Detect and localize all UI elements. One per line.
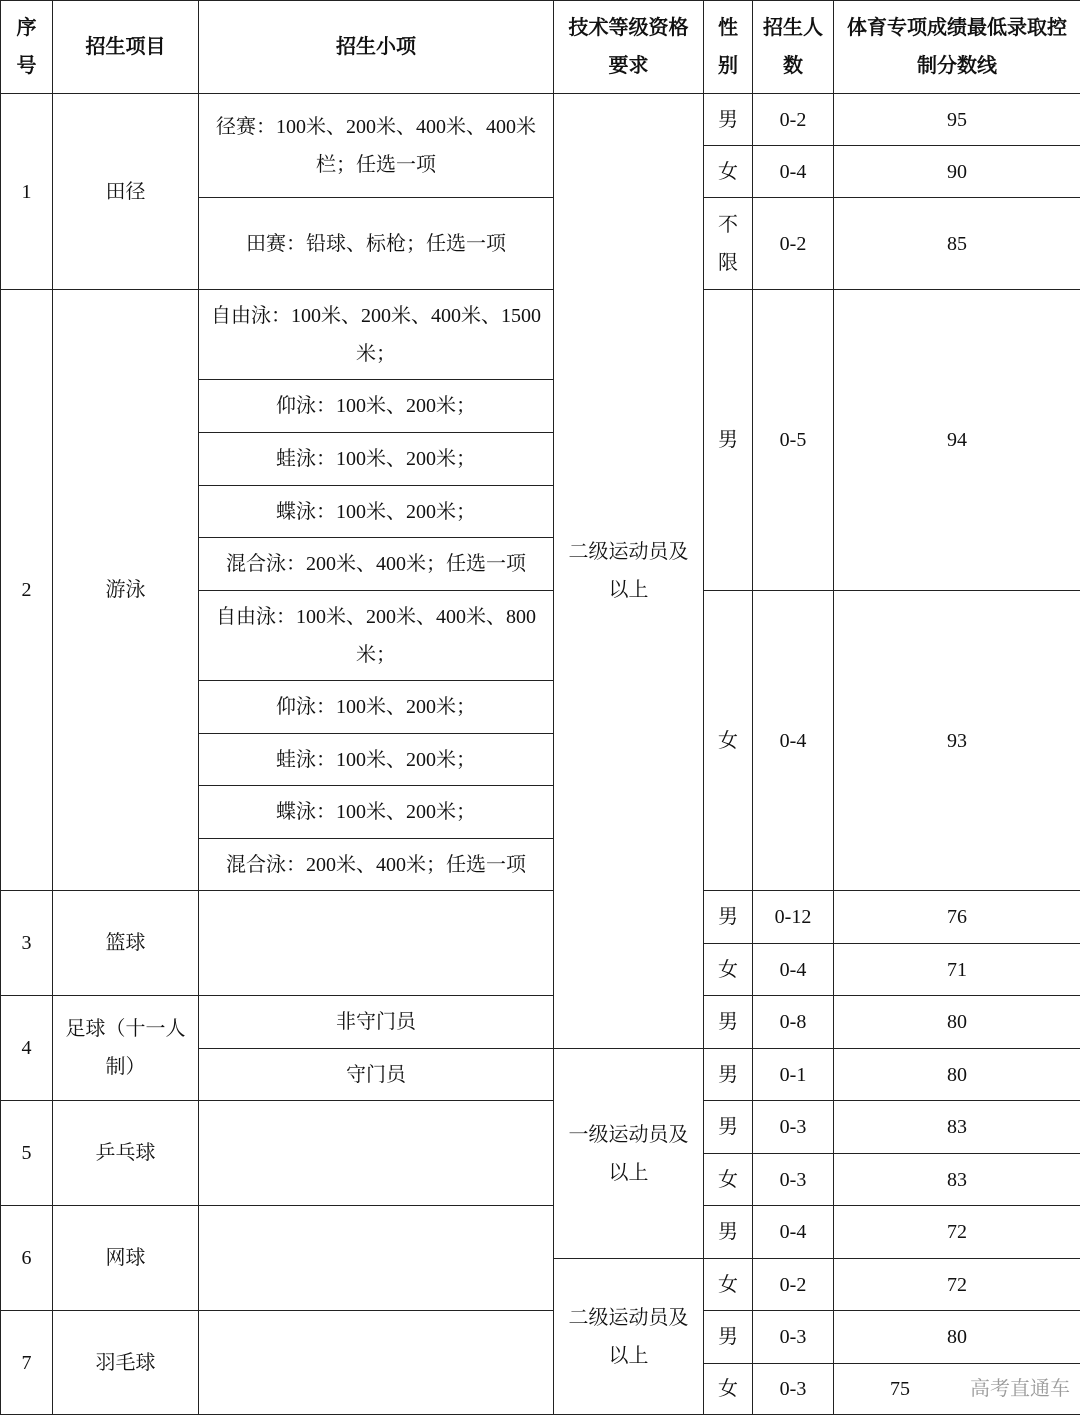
tech-level-cell: [554, 1049, 704, 1259]
min-score: 83: [947, 1169, 967, 1191]
project-number-cell: [1, 1206, 53, 1311]
header-subitem: 招生小项: [199, 1, 554, 94]
table-row: [1, 290, 1080, 380]
quota-count: 0-4: [780, 161, 807, 183]
project-name: 羽毛球: [96, 1352, 156, 1374]
quota-count-cell: [753, 1049, 834, 1101]
table-row: [1, 1206, 1080, 1259]
gender-cell: [704, 591, 753, 891]
gender-cell: [704, 290, 753, 591]
min-score: 76: [947, 906, 967, 928]
header-no: [1, 1, 53, 94]
subitem: 自由泳：100米、200米、400米、800米；: [216, 606, 536, 666]
gender-cell: [704, 1259, 753, 1311]
min-score-cell: [834, 1049, 1080, 1101]
project-number: 7: [22, 1352, 32, 1374]
tech-level-cell: [554, 1259, 704, 1415]
subitem: 非守门员: [336, 1011, 416, 1033]
subitem-cell: [199, 591, 554, 681]
table-row: [1, 996, 1080, 1049]
gender-cell: [704, 996, 753, 1049]
header-gender-label: 性别: [718, 9, 739, 85]
gender: 男: [718, 1213, 739, 1251]
gender: 女: [718, 1161, 739, 1199]
subitem-cell: [199, 1049, 554, 1101]
subitem-cell: [199, 433, 554, 486]
subitem-cell: [199, 380, 554, 433]
min-score: 95: [947, 109, 967, 131]
quota-count: 0-2: [780, 233, 807, 255]
project-number: 5: [22, 1142, 32, 1164]
quota-count-cell: [753, 1364, 834, 1415]
watermark: 高考直通车: [970, 1376, 1070, 1400]
project-name: 足球（十一人制）: [66, 1018, 186, 1078]
min-score-cell: [834, 198, 1080, 290]
project-number-cell: [1, 1311, 53, 1415]
project-name: 篮球: [106, 932, 146, 954]
header-count: [753, 1, 834, 94]
table-row: [1, 1101, 1080, 1154]
header-gender: [704, 1, 753, 94]
gender: 女: [718, 1370, 739, 1408]
project-number: 2: [22, 579, 32, 601]
gender: 女: [718, 1266, 739, 1304]
quota-count-cell: [753, 198, 834, 290]
subitem-cell: [199, 538, 554, 591]
tech-level: 二级运动员及以上: [569, 541, 689, 601]
project-name: 田径: [106, 181, 146, 203]
min-score-cell: [834, 94, 1080, 146]
gender-cell: [704, 891, 753, 944]
gender: 女: [718, 153, 739, 191]
min-score: 80: [947, 1064, 967, 1086]
subitem-cell: [199, 1206, 554, 1311]
subitem: 径赛：100米、200米、400米、400米栏；任选一项: [216, 116, 536, 176]
project-name-cell: [53, 1206, 199, 1311]
project-name: 游泳: [106, 579, 146, 601]
subitem: 仰泳：100米、200米；: [276, 395, 476, 417]
subitem: 自由泳：100米、200米、400米、1500米；: [211, 305, 541, 365]
tech-level: 一级运动员及以上: [569, 1124, 689, 1184]
project-name: 网球: [106, 1247, 146, 1269]
min-score-cell: [834, 1206, 1080, 1259]
subitem: 守门员: [346, 1064, 406, 1086]
header-tech-level: 技术等级资格要求: [554, 1, 704, 94]
gender-cell: [704, 198, 753, 290]
quota-count: 0-4: [780, 1221, 807, 1243]
header-score: 体育专项成绩最低录取控制分数线: [834, 1, 1080, 94]
gender: 男: [718, 1318, 739, 1356]
quota-count: 0-8: [780, 1011, 807, 1033]
project-number-cell: [1, 1101, 53, 1206]
subitem: 混合泳：200米、400米；任选一项: [226, 854, 526, 876]
project-name-cell: [53, 891, 199, 996]
subitem-cell: [199, 734, 554, 786]
min-score: 83: [947, 1116, 967, 1138]
quota-count: 0-4: [780, 730, 807, 752]
project-name-cell: [53, 996, 199, 1101]
gender: 女: [718, 951, 739, 989]
gender-cell: [704, 1206, 753, 1259]
quota-count: 0-3: [780, 1116, 807, 1138]
quota-count: 0-4: [780, 959, 807, 981]
quota-count-cell: [753, 891, 834, 944]
table-body: [1, 94, 1080, 1415]
quota-count: 0-3: [780, 1169, 807, 1191]
project-number-cell: [1, 290, 53, 891]
gender-cell: [704, 1311, 753, 1364]
gender: 男: [718, 1056, 739, 1094]
quota-count: 0-2: [780, 109, 807, 131]
min-score-cell: [834, 996, 1080, 1049]
subitem-cell: [199, 891, 554, 996]
subitem-cell: [199, 198, 554, 290]
subitem: 仰泳：100米、200米；: [276, 696, 476, 718]
gender: 男: [718, 421, 739, 459]
subitem-cell: [199, 486, 554, 538]
gender: 男: [718, 101, 739, 139]
header-row: [1, 1, 1080, 94]
tech-level-cell: [554, 94, 704, 1049]
min-score-cell: [834, 591, 1080, 891]
project-number: 1: [22, 181, 32, 203]
subitem-cell: [199, 94, 554, 198]
min-score-cell: [834, 891, 1080, 944]
project-name-cell: [53, 94, 199, 290]
quota-count: 0-3: [780, 1378, 807, 1400]
quota-count: 0-2: [780, 1274, 807, 1296]
gender-cell: [704, 94, 753, 146]
quota-count-cell: [753, 1101, 834, 1154]
gender: 女: [718, 722, 739, 760]
min-score-cell: [834, 146, 1080, 198]
min-score-cell: [834, 1154, 1080, 1206]
project-number-cell: [1, 891, 53, 996]
subitem: 混合泳：200米、400米；任选一项: [226, 553, 526, 575]
subitem-cell: [199, 1311, 554, 1415]
min-score-cell: [834, 290, 1080, 591]
table-row: [1, 94, 1080, 146]
project-name-cell: [53, 1311, 199, 1415]
subitem: 蛙泳：100米、200米；: [276, 448, 476, 470]
min-score: 71: [947, 959, 967, 981]
gender: 不限: [718, 206, 739, 282]
project-name-cell: [53, 290, 199, 891]
subitem-cell: [199, 996, 554, 1049]
gender: 男: [718, 898, 739, 936]
gender-cell: [704, 1049, 753, 1101]
gender-cell: [704, 146, 753, 198]
min-score: 75: [890, 1378, 910, 1400]
tech-level: 二级运动员及以上: [569, 1307, 689, 1367]
min-score-cell: [834, 1101, 1080, 1154]
table-row: [1, 1311, 1080, 1364]
project-number-cell: [1, 996, 53, 1101]
header-count-label: 招生人数: [762, 9, 824, 85]
gender: 男: [718, 1003, 739, 1041]
project-number: 6: [22, 1247, 32, 1269]
quota-count-cell: [753, 94, 834, 146]
quota-count-cell: [753, 1311, 834, 1364]
subitem: 蝶泳：100米、200米；: [276, 501, 476, 523]
subitem-cell: [199, 1101, 554, 1206]
quota-count: 0-1: [780, 1064, 807, 1086]
min-score-cell: [834, 944, 1080, 996]
gender-cell: [704, 1154, 753, 1206]
subitem-cell: [199, 839, 554, 891]
subitem: 蛙泳：100米、200米；: [276, 749, 476, 771]
header-project: 招生项目: [53, 1, 199, 94]
quota-count-cell: [753, 1154, 834, 1206]
quota-count-cell: [753, 944, 834, 996]
subitem-cell: [199, 681, 554, 734]
project-number: 4: [22, 1037, 32, 1059]
min-score: 90: [947, 161, 967, 183]
project-number: 3: [22, 932, 32, 954]
project-name-cell: [53, 1101, 199, 1206]
min-score: 80: [947, 1011, 967, 1033]
quota-count: 0-5: [780, 429, 807, 451]
subitem-cell: [199, 290, 554, 380]
gender-cell: [704, 1364, 753, 1415]
quota-count: 0-3: [780, 1326, 807, 1348]
min-score: 85: [947, 233, 967, 255]
min-score: 93: [947, 730, 967, 752]
quota-count-cell: [753, 996, 834, 1049]
project-name: 乒乓球: [96, 1142, 156, 1164]
min-score: 72: [947, 1274, 967, 1296]
quota-count-cell: [753, 290, 834, 591]
subitem-cell: [199, 786, 554, 839]
quota-count-cell: [753, 1259, 834, 1311]
table-row: [1, 891, 1080, 944]
min-score: 72: [947, 1221, 967, 1243]
header-no-label: 序号: [16, 9, 37, 85]
gender-cell: [704, 944, 753, 996]
subitem: 田赛：铅球、标枪；任选一项: [246, 233, 506, 255]
min-score-cell: [834, 1259, 1080, 1311]
subitem: 蝶泳：100米、200米；: [276, 801, 476, 823]
quota-count: 0-12: [775, 906, 812, 928]
min-score-cell: [834, 1311, 1080, 1364]
project-number-cell: [1, 94, 53, 290]
gender: 男: [718, 1108, 739, 1146]
quota-count-cell: [753, 1206, 834, 1259]
quota-count-cell: [753, 591, 834, 891]
quota-count-cell: [753, 146, 834, 198]
min-score: 94: [947, 429, 967, 451]
gender-cell: [704, 1101, 753, 1154]
min-score: 80: [947, 1326, 967, 1348]
